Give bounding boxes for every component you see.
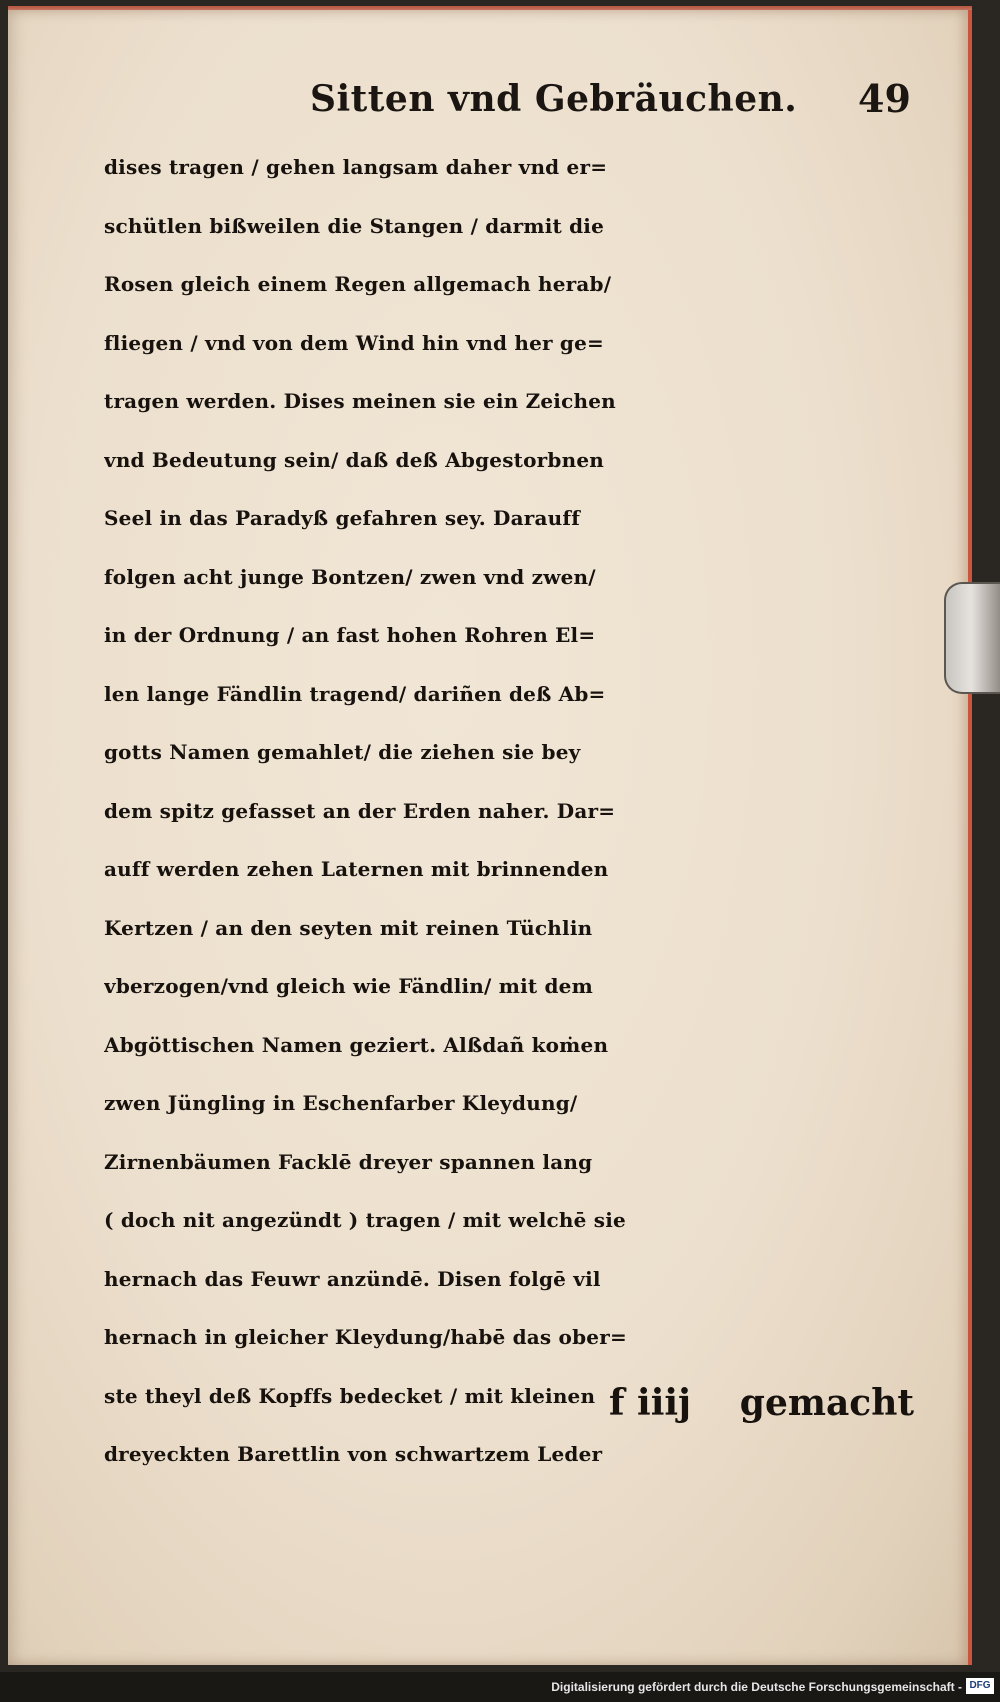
dfg-logo: DFG bbox=[966, 1678, 994, 1694]
page-number: 49 bbox=[858, 76, 911, 121]
text-line: auff werden zehen Laternen mit brinnenden bbox=[104, 857, 609, 881]
text-line: ste theyl deß Kopffs bedecket / mit kleinen bbox=[104, 1383, 596, 1408]
text-line: in der Ordnung / an fast hohen Rohren El= bbox=[104, 623, 596, 647]
credit-strip bbox=[0, 1672, 1000, 1702]
catchword: gemacht bbox=[739, 1382, 914, 1424]
text-line: len lange Fändlin tragend/ dariñen deß Ab= bbox=[104, 681, 606, 706]
bookmark-clip bbox=[944, 582, 1000, 694]
text-line: tragen werden. Dises meinen sie ein Zeichen bbox=[104, 389, 616, 413]
text-line: Seel in das Paradyß gefahren sey. Darauff bbox=[104, 506, 581, 530]
text-line: gotts Namen gemahlet/ die ziehen sie bey bbox=[104, 740, 581, 764]
body-text bbox=[104, 138, 914, 1484]
text-line: Kertzen / an den seyten mit reinen Tüchlin bbox=[104, 915, 593, 940]
running-head bbox=[0, 78, 1000, 138]
header-title: Sitten vnd Gebräuchen. bbox=[310, 78, 798, 120]
text-line: ( doch nit angezündt ) tragen / mit welchē sie bbox=[104, 1208, 626, 1232]
text-line: fliegen / vnd von dem Wind hin vnd her ge= bbox=[104, 330, 604, 355]
text-line: dem spitz gefasset an der Erden naher. Dar= bbox=[104, 798, 616, 823]
text-line: Zirnenbäumen Facklē dreyer spannen lang bbox=[104, 1149, 593, 1174]
text-line: Rosen gleich einem Regen allgemach herab/ bbox=[104, 272, 612, 296]
footer-line bbox=[104, 1382, 914, 1442]
text-line: vnd Bedeutung sein/ daß deß Abgestorbnen bbox=[104, 447, 604, 472]
text-line: hernach in gleicher Kleydung/habē das ober= bbox=[104, 1325, 627, 1349]
text-line: dises tragen / gehen langsam daher vnd er= bbox=[104, 155, 608, 179]
text-line: zwen Jüngling in Eschenfarber Kleydung/ bbox=[104, 1091, 578, 1115]
text-line: Abgöttischen Namen geziert. Alßdañ koṁen bbox=[104, 1032, 609, 1057]
signature-mark: f iiij bbox=[609, 1382, 692, 1424]
text-line: vberzogen/vnd gleich wie Fändlin/ mit dem bbox=[104, 974, 593, 998]
text-line: hernach das Feuwr anzündē. Disen folgē vil bbox=[104, 1266, 601, 1291]
text-line: dreyeckten Barettlin von schwartzem Leder bbox=[104, 1442, 603, 1466]
text-line: folgen acht junge Bontzen/ zwen vnd zwen/ bbox=[104, 564, 596, 589]
credit-text: Digitalisierung gefördert durch die Deutsche Forschungsgemeinschaft - bbox=[551, 1680, 962, 1694]
text-line: schütlen bißweilen die Stangen / darmit die bbox=[104, 213, 605, 238]
